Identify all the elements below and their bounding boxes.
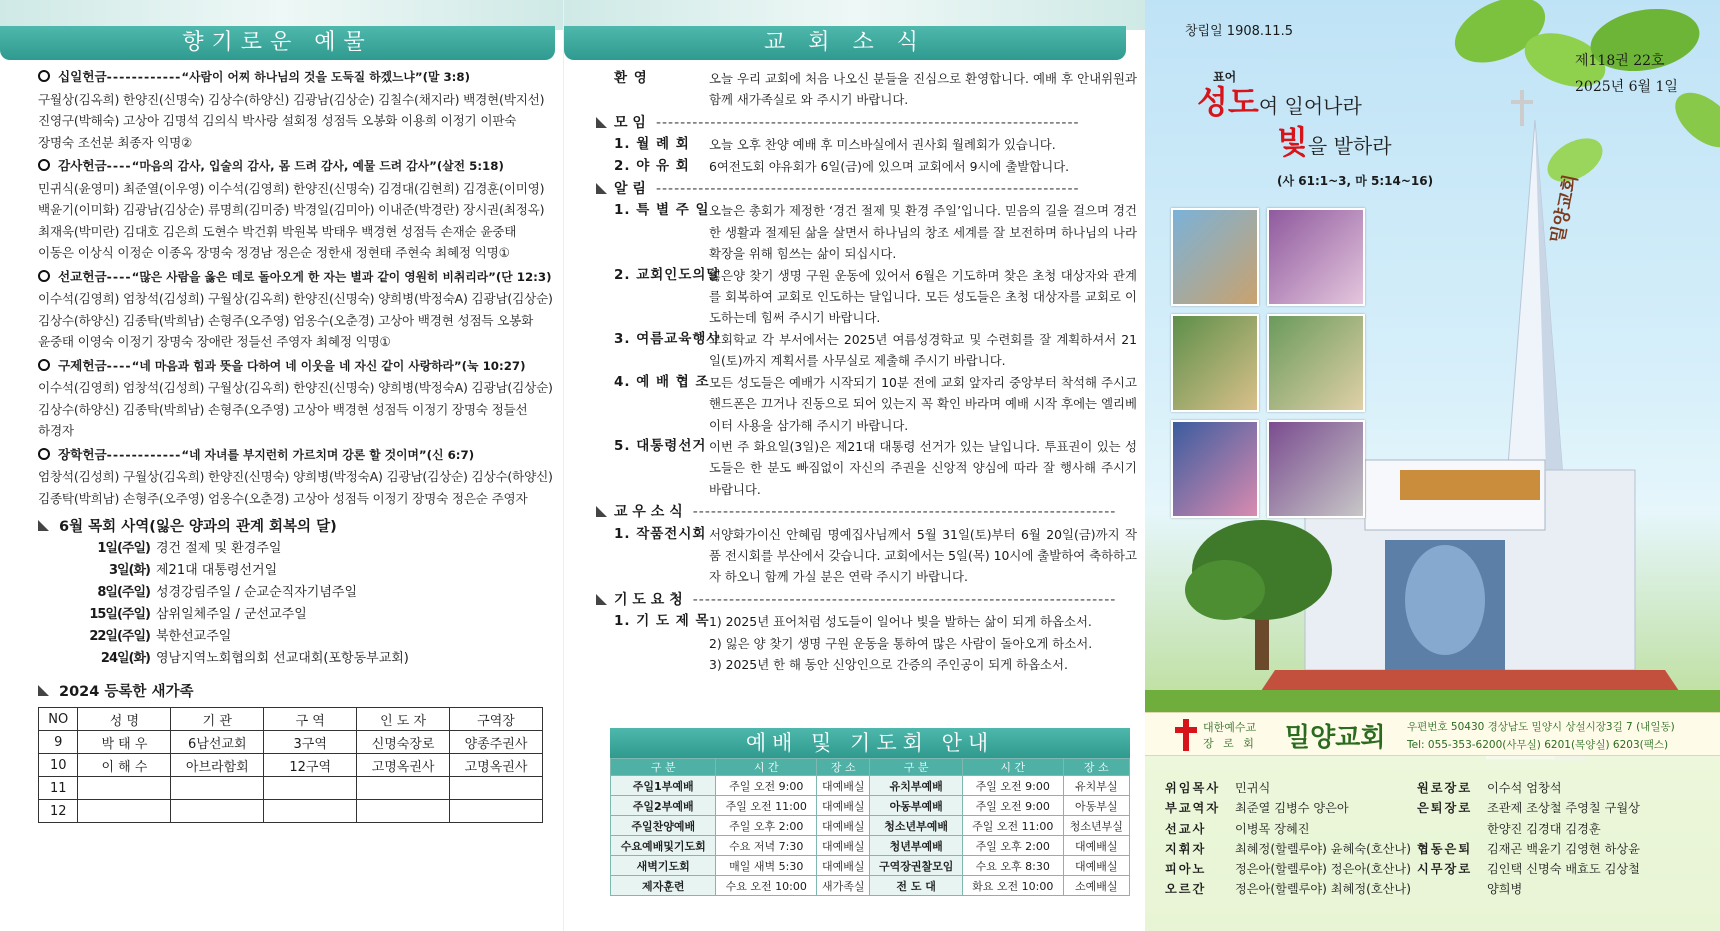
offering-names: 장명숙 조선분 최종자 익명② xyxy=(38,134,193,150)
worship-cell: 대예배실 xyxy=(817,776,870,796)
schedule-date: 22일(주일) xyxy=(89,629,150,644)
worship-cell: 유치부실 xyxy=(1063,776,1129,796)
news-banner: 교 회 소 식 xyxy=(564,26,1126,60)
worship-cell: 유치부예배 xyxy=(870,776,962,796)
worship-cell: 주일 오전 9:00 xyxy=(962,776,1063,796)
offering-label: 감사헌금 xyxy=(58,158,107,173)
newfam-cell xyxy=(264,800,357,823)
staff-role: 부교역자 xyxy=(1165,801,1221,816)
worship-row xyxy=(611,836,1130,856)
section-heading-text: 알 림 xyxy=(614,181,646,198)
news-panel xyxy=(563,0,1145,931)
news-key: 1. 월 례 회 xyxy=(614,136,690,153)
staff-names: 민귀식 xyxy=(1235,781,1271,795)
denomination-1: 대한예수교 xyxy=(1203,721,1257,734)
offering-names: 민귀식(윤영미) 최준열(이우영) 이수석(김영희) 한양진(신명숙) 김경대(김현희) 김경훈(이미영) xyxy=(38,180,545,196)
photo-4 xyxy=(1267,314,1365,412)
prayer-heading xyxy=(614,590,1137,611)
staff-names: 정은아(할렐루야) 최혜정(호산나) xyxy=(1235,882,1411,897)
offering-names: 진영구(박해숙) 고상아 김명석 김의식 박사랑 설회정 성점득 오봉화 이용희 이정기 이판숙 xyxy=(38,113,517,128)
news-meeting xyxy=(614,156,1137,177)
section-heading-text: 교 우 소 식 xyxy=(614,504,683,521)
staff-list-left xyxy=(1165,778,1411,900)
staff-role: 협동은퇴 xyxy=(1417,841,1473,856)
news-welcome xyxy=(614,68,1137,111)
offering-names: 최재욱(박미란) 김대호 김은희 도현수 박건휘 박원복 박태우 백경현 성점득 손재순 윤중태 xyxy=(38,223,517,239)
newfam-header-cell: 인 도 자 xyxy=(357,708,450,731)
worship-cell: 전 도 대 xyxy=(870,876,962,896)
newfam-cell: 양종주권사 xyxy=(450,731,543,754)
news-notice xyxy=(614,436,1137,500)
newfam-header-cell: 기 관 xyxy=(171,708,264,731)
newfam-cell: 11 xyxy=(39,777,78,800)
offering-label: 구제헌금 xyxy=(58,357,107,373)
news-notice xyxy=(614,372,1137,436)
worship-cell: 대예배실 xyxy=(1063,856,1129,876)
staff-row xyxy=(1417,819,1640,839)
newfam-row xyxy=(39,754,543,777)
newfam-header-cell: 성 명 xyxy=(78,708,171,731)
news-value: 오늘 우리 교회에 처음 나오신 분들을 진심으로 환영합니다. 예배 후 안내위원과 함께 새가족실로 와 주시기 바랍니다. xyxy=(709,71,1137,108)
schedule-row xyxy=(38,538,563,560)
news-value: 오늘 오후 찬양 예배 후 미스바실에서 권사회 월례회가 있습니다. xyxy=(709,137,1056,153)
newfam-cell: 10 xyxy=(39,754,78,777)
offering-label: 장학헌금 xyxy=(58,446,107,462)
staff-row xyxy=(1165,798,1411,818)
motto-word-light: 빛 xyxy=(1277,123,1308,161)
news-key: 1. 기 도 제 목 xyxy=(614,613,710,630)
motto-line-1 xyxy=(1197,82,1362,126)
heading-dash: ---------------------------------------------------------------------- xyxy=(655,114,1080,131)
worship-cell: 소예배실 xyxy=(1063,876,1129,896)
bullet-icon xyxy=(38,159,50,171)
worship-cell: 주일2부예배 xyxy=(611,796,716,816)
heading-dash: ---------------------------------------------------------------------- xyxy=(692,591,1117,608)
founded-date: 창립일 1908.11.5 xyxy=(1185,24,1293,39)
offering-title xyxy=(38,355,553,378)
worship-header-cell: 시 간 xyxy=(962,759,1063,776)
staff-names: 김인택 신명숙 배효도 김상철 xyxy=(1487,862,1640,877)
staff-role xyxy=(1417,879,1487,899)
motto-word-saints: 성도 xyxy=(1197,83,1259,121)
flag-icon xyxy=(596,183,607,194)
staff-list-right xyxy=(1417,778,1640,900)
worship-cell: 매일 새벽 5:30 xyxy=(716,856,817,876)
prayer-item: 2) 잃은 양 찾기 생명 구원 운동을 통하여 많은 사람이 돌아오게 하소서. xyxy=(709,635,1093,651)
staff-role: 선교사 xyxy=(1165,821,1207,836)
worship-cell: 주일 오후 2:00 xyxy=(716,816,817,836)
newfam-cell xyxy=(78,777,171,800)
newfam-header-cell: 구 역 xyxy=(264,708,357,731)
worship-cell: 대예배실 xyxy=(817,836,870,856)
newfam-cell xyxy=(357,800,450,823)
staff-role: 은퇴장로 xyxy=(1417,801,1473,816)
offering-dash: ---- xyxy=(106,357,132,373)
staff-names: 이병목 장혜진 xyxy=(1235,821,1310,836)
schedule-text: 북한선교주일 xyxy=(156,629,232,644)
newfam-cell xyxy=(450,800,543,823)
offering-list xyxy=(0,66,563,509)
worship-header-cell: 장 소 xyxy=(1063,759,1129,776)
schedule-text: 경건 절제 및 환경주일 xyxy=(156,541,282,556)
schedule-row xyxy=(38,648,563,670)
staff-role: 위임목사 xyxy=(1165,781,1221,795)
church-phone: Tel: 055-353-6200(사무실) 6201(목양실) 6203(팩스) xyxy=(1407,739,1669,751)
worship-cell: 수요 오후 8:30 xyxy=(962,856,1063,876)
worship-cell: 주일찬양예배 xyxy=(611,816,716,836)
worship-cell: 청년부예배 xyxy=(870,836,962,856)
flag-icon xyxy=(38,520,49,531)
worship-row xyxy=(611,856,1130,876)
staff-row xyxy=(1165,839,1411,859)
offering-names: 김상수(하양신) 김종탁(박희남) 손형주(오주영) 고상아 백경현 성점득 이정기 장명숙 정들선 xyxy=(38,401,528,417)
staff-names: 이수석 엄창석 xyxy=(1487,781,1562,795)
offering-names: 윤중태 이영숙 이정기 장명숙 장애란 정들선 주영자 최혜정 익명① xyxy=(38,334,391,349)
news-member xyxy=(614,524,1137,588)
offering-verse: “네 자녀를 부지런히 가르치며 강론 할 것이며”(신 6:7) xyxy=(181,447,475,462)
staff-names: 양희병 xyxy=(1487,882,1523,897)
news-prayer xyxy=(614,611,1137,675)
worship-cell: 아동부실 xyxy=(1063,796,1129,816)
worship-row xyxy=(611,796,1130,816)
staff-role: 원로장로 xyxy=(1417,781,1473,795)
worship-table xyxy=(610,758,1130,896)
worship-header-row xyxy=(611,759,1130,776)
worship-cell: 수요 오전 10:00 xyxy=(716,876,817,896)
meeting-heading xyxy=(614,113,1137,134)
worship-cell: 대예배실 xyxy=(1063,836,1129,856)
newfam-header-cell: NO xyxy=(39,708,78,731)
section-heading-text: 모 임 xyxy=(614,114,646,131)
schedule-list xyxy=(38,538,563,670)
news-key: 4. 예 배 협 조 xyxy=(614,373,710,390)
newfam-header-cell: 구역장 xyxy=(450,708,543,731)
worship-header-cell: 구 분 xyxy=(870,759,962,776)
staff-role: 피아노 xyxy=(1165,862,1207,877)
news-notice xyxy=(614,265,1137,329)
newfam-header-row xyxy=(39,708,543,731)
news-key: 1. 특 별 주 일 xyxy=(614,202,710,219)
news-list xyxy=(564,68,1145,675)
cross-logo-icon xyxy=(1173,719,1199,751)
newfam-cell: 3구역 xyxy=(264,731,357,754)
offering-dash: ------------ xyxy=(106,446,182,462)
worship-cell: 화요 오전 10:00 xyxy=(962,876,1063,896)
newfam-heading: 2024 등록한 새가족 xyxy=(38,680,563,701)
photo-1 xyxy=(1171,208,1259,306)
offering-names: 이수석(김영희) 엄창석(김성희) 구월상(김옥희) 한양진(신명숙) 양희병(박정숙A) 김광남(김상순) xyxy=(38,291,553,306)
staff-row xyxy=(1417,859,1640,879)
volume-number: 제118권 22호 xyxy=(1575,53,1665,69)
flag-icon xyxy=(596,594,607,605)
flag-icon xyxy=(38,685,49,696)
newfam-cell xyxy=(264,777,357,800)
newfam-row xyxy=(39,800,543,823)
worship-cell: 주일 오전 11:00 xyxy=(962,816,1063,836)
staff-names: 조관제 조상철 주영칠 구월상 xyxy=(1487,801,1640,816)
schedule-row xyxy=(38,604,563,626)
news-key: 환 영 xyxy=(614,70,648,86)
news-value: 모든 성도들은 예배가 시작되기 10분 전에 교회 앞자리 중앙부터 착석해 주시고 핸드폰은 끄거나 진동으로 되어 있는지 꼭 확인 바라며 예배 시작 후에는 엘리베이터 사용을 삼가해 주시기 바랍니다. xyxy=(709,374,1137,433)
offering-label: 선교헌금 xyxy=(58,268,107,284)
worship-header-cell: 장 소 xyxy=(817,759,870,776)
newfam-cell xyxy=(171,800,264,823)
staff-role xyxy=(1417,819,1487,839)
newfam-row xyxy=(39,777,543,800)
prayer-item: 3) 2025년 한 해 동안 신앙인으로 간증의 주인공이 되게 하옵소서. xyxy=(709,656,1068,672)
denomination-2: 장 로 회 xyxy=(1203,737,1257,750)
newfam-cell xyxy=(450,777,543,800)
staff-role: 오르간 xyxy=(1165,882,1207,897)
staff-row xyxy=(1417,839,1640,859)
news-value: 잃은양 찾기 생명 구원 운동에 있어서 6월은 기도하며 찾은 초청 대상자와 관계를 회복하여 교회로 인도하는 달입니다. 모든 성도들은 초청 대상자를 교회로 이도하는데 힘써 주시기 바랍니다. xyxy=(709,267,1137,326)
schedule-date: 24일(화) xyxy=(100,651,150,666)
worship-cell: 주일 오후 2:00 xyxy=(962,836,1063,856)
news-value: 이번 주 화요일(3일)은 제21대 대통령 선거가 있는 날입니다. 투표권이 있는 성도들은 한 분도 빠짐없이 자신의 주권을 신앙적 양심에 따라 잘 행사해 주시기 바랍니다. xyxy=(709,438,1137,497)
schedule-text: 영남지역노회협의회 선교대회(포항동부교회) xyxy=(156,651,409,666)
schedule-date: 8일(주일) xyxy=(97,585,150,600)
bullet-icon xyxy=(38,359,50,371)
issue-date: 2025년 6월 1일 xyxy=(1575,79,1678,95)
newfam-table xyxy=(38,707,543,823)
staff-role: 시무장로 xyxy=(1417,862,1473,877)
news-key: 2. 야 유 회 xyxy=(614,157,690,174)
photo-5 xyxy=(1171,420,1259,518)
staff-row xyxy=(1165,778,1411,798)
staff-names: 한양진 김경대 김경훈 xyxy=(1487,821,1601,836)
staff-role: 지휘자 xyxy=(1165,841,1207,856)
worship-cell: 청소년부예배 xyxy=(870,816,962,836)
staff-row xyxy=(1417,778,1640,798)
schedule-row xyxy=(38,582,563,604)
prayer-list xyxy=(709,611,1137,675)
church-info-bar xyxy=(1145,712,1720,756)
worship-row xyxy=(611,776,1130,796)
worship-cell: 대예배실 xyxy=(817,816,870,836)
staff-row xyxy=(1165,879,1411,899)
bullet-icon xyxy=(38,70,50,82)
photo-6 xyxy=(1267,420,1365,518)
staff-row xyxy=(1165,859,1411,879)
newfam-cell: 6남선교회 xyxy=(171,731,264,754)
worship-banner: 예배 및 기도회 안내 xyxy=(610,728,1130,758)
motto-rest-1: 여 일어나라 xyxy=(1258,94,1362,118)
staff-names: 김재곤 백윤기 김영현 하상윤 xyxy=(1487,841,1640,856)
newfam-cell xyxy=(78,800,171,823)
schedule-date: 15일(주일) xyxy=(89,607,150,622)
newfam-cell: 박 태 우 xyxy=(78,731,171,754)
worship-guide xyxy=(610,728,1130,896)
news-meeting xyxy=(614,134,1137,155)
offering-names: 김상수(하양신) 김종탁(박희남) 손형주(오주영) 엄옹수(오춘경) 고상아 백경현 성점득 오봉화 xyxy=(38,312,534,328)
offering-verse: “많은 사람을 옳은 데로 돌아오게 한 자는 별과 같이 영원히 비취리라”(단 12:3) xyxy=(131,269,552,284)
offering-title xyxy=(38,444,553,467)
newfam-cell: 아브라함회 xyxy=(171,754,264,777)
motto-label: 표어 xyxy=(1213,70,1237,84)
worship-cell: 주일 오전 11:00 xyxy=(716,796,817,816)
news-notice xyxy=(614,200,1137,264)
worship-cell: 아동부예배 xyxy=(870,796,962,816)
motto-reference: (사 61:1~3, 마 5:14~16) xyxy=(1277,174,1434,188)
worship-cell: 수요 저녁 7:30 xyxy=(716,836,817,856)
notice-heading xyxy=(614,179,1137,200)
staff-names: 최혜정(할렐루야) 윤혜숙(호산나) xyxy=(1235,841,1411,856)
schedule-text: 제21대 대통령선거일 xyxy=(156,563,278,578)
worship-cell: 새가족실 xyxy=(817,876,870,896)
worship-cell: 새벽기도회 xyxy=(611,856,716,876)
worship-cell: 주일 오전 9:00 xyxy=(716,776,817,796)
offering-names: 하경자 xyxy=(38,423,74,438)
offering-verse: “사람이 어찌 하나님의 것을 도둑질 하겠느냐”(말 3:8) xyxy=(181,70,470,84)
news-key: 2. 교회인도의달 xyxy=(614,266,721,283)
worship-cell: 제자훈련 xyxy=(611,876,716,896)
offering-names: 이수석(김영희) 엄창석(김성희) 구월상(김옥희) 한양진(신명숙) 양희병(박정숙A) 김광남(김상순) xyxy=(38,380,553,395)
newfam-cell: 12 xyxy=(39,800,78,823)
newfam-cell xyxy=(357,777,450,800)
worship-cell: 수요예배및기도회 xyxy=(611,836,716,856)
heading-dash: ---------------------------------------------------------------------- xyxy=(655,181,1080,198)
offering-title xyxy=(38,66,553,89)
flag-icon xyxy=(596,506,607,517)
worship-cell: 주일1부예배 xyxy=(611,776,716,796)
newfam-row xyxy=(39,731,543,754)
news-value: 서양화가이신 안혜림 명예집사님께서 5월 31일(토)부터 6월 20일(금)까지 작품 전시회를 부산에서 갖습니다. 교회에서는 5일(목) 10시에 출발하여 축하하고자 하오니 함께 가실 분은 연락 주시기 바랍니다. xyxy=(709,526,1137,585)
offering-verse: “마음의 감사, 입술의 감사, 몸 드려 감사, 예물 드려 감사”(살전 5:18) xyxy=(131,159,504,173)
offering-names: 백윤기(이미화) 김광남(김상순) 류명희(김미중) 박경일(김미아) 이내준(박경란) 장시권(최정옥) xyxy=(38,202,545,217)
news-value: 교회학교 각 부서에서는 2025년 여름성경학교 및 수련회를 잘 계획하셔서 21일(토)까지 계획서를 사무실로 제출해 주시기 바랍니다. xyxy=(709,331,1137,369)
offering-panel xyxy=(0,0,563,931)
church-address: 우편번호 50430 경상남도 밀양시 상설시장3길 7 (내일동) xyxy=(1407,721,1675,733)
schedule-text: 삼위일체주일 / 군선교주일 xyxy=(156,607,307,622)
motto-rest-2: 을 발하라 xyxy=(1307,134,1392,158)
offering-label: 십일헌금 xyxy=(58,69,107,84)
offering-names: 구월상(김옥희) 한양진(신명숙) 김상수(하양신) 김광남(김상순) 김칠수(채지라) 백경현(박지선) xyxy=(38,91,545,107)
schedule-heading: 6월 목회 사역(잃은 양과의 관계 회복의 달) xyxy=(38,515,563,536)
worship-cell: 주일 오전 9:00 xyxy=(962,796,1063,816)
worship-cell: 대예배실 xyxy=(817,856,870,876)
news-key: 3. 여름교육행사 xyxy=(614,330,721,347)
news-key: 5. 대통령선거 xyxy=(614,437,707,454)
offering-names: 이동은 이상식 이정순 이종옥 장명숙 정경남 정은순 정한새 정현태 주현숙 최혜정 익명① xyxy=(38,245,510,260)
worship-row xyxy=(611,816,1130,836)
newfam-cell: 고명옥권사 xyxy=(450,754,543,777)
section-heading-text: 기 도 요 청 xyxy=(614,591,683,608)
church-name: 밀양교회 xyxy=(1285,723,1386,753)
offering-names: 엄창석(김성희) 구월상(김옥희) 한양진(신명숙) 양희병(박정숙A) 김광남(김상순) 김상수(하양신) xyxy=(38,469,553,484)
bullet-icon xyxy=(38,448,50,460)
offering-dash: ---- xyxy=(106,158,132,173)
newfam-cell: 이 해 수 xyxy=(78,754,171,777)
news-value: 오늘은 총회가 제정한 ‘경건 절제 및 환경 주일’입니다. 믿음의 길을 걸으며 경건한 생활과 절제된 삶을 살면서 하나님의 창조 세계를 잘 보전하며 하나님의 나라 확장을 위해 힘쓰는 삶이 되십시다. xyxy=(709,203,1137,262)
newfam-cell: 9 xyxy=(39,731,78,754)
schedule-row xyxy=(38,560,563,582)
schedule-row xyxy=(38,626,563,648)
offering-dash: ---- xyxy=(106,268,132,284)
news-notice xyxy=(614,329,1137,372)
offering-banner: 향기로운 예물 xyxy=(0,26,555,60)
cover-panel xyxy=(1145,0,1720,931)
heading-dash: ---------------------------------------------------------------------- xyxy=(692,504,1117,521)
flag-icon xyxy=(596,117,607,128)
motto-line-2 xyxy=(1277,122,1392,166)
prayer-item: 1) 2025년 표어처럼 성도들이 일어나 빛을 발하는 삶이 되게 하옵소서. xyxy=(709,614,1092,630)
news-key: 1. 작품전시회 xyxy=(614,525,707,542)
tower-sign: 밀양교회 xyxy=(1546,172,1582,246)
newfam-cell: 신명숙장로 xyxy=(357,731,450,754)
schedule-text: 성경강림주일 / 순교순직자기념주일 xyxy=(156,585,358,600)
worship-cell: 청소년부실 xyxy=(1063,816,1129,836)
bullet-icon xyxy=(38,270,50,282)
newfam-cell: 12구역 xyxy=(264,754,357,777)
offering-title xyxy=(38,155,553,178)
worship-header-cell: 시 간 xyxy=(716,759,817,776)
photo-3 xyxy=(1171,314,1259,412)
worship-header-cell: 구 분 xyxy=(611,759,716,776)
offering-dash: ------------ xyxy=(106,69,182,84)
staff-row xyxy=(1417,879,1640,899)
worship-row xyxy=(611,876,1130,896)
staff-names: 최준열 김병수 양은아 xyxy=(1235,801,1349,816)
offering-names: 김종탁(박희남) 손형주(오주영) 엄옹수(오춘경) 고상아 성점득 이정기 장명숙 정은순 주영자 xyxy=(38,490,528,506)
newfam-cell xyxy=(171,777,264,800)
offering-verse: “네 마음과 힘과 뜻을 다하여 네 이웃을 네 자신 같이 사랑하라”(눅 10:27) xyxy=(131,358,526,373)
member-heading xyxy=(614,502,1137,523)
worship-cell: 구역장권찰모임 xyxy=(870,856,962,876)
staff-row xyxy=(1165,819,1411,839)
schedule-date: 1일(주일) xyxy=(97,541,150,556)
schedule-date: 3일(화) xyxy=(108,563,150,578)
newfam-cell: 고명옥권사 xyxy=(357,754,450,777)
worship-cell: 대예배실 xyxy=(817,796,870,816)
staff-names: 정은아(할렐루야) 정은아(호산나) xyxy=(1235,862,1411,877)
photo-2 xyxy=(1267,208,1365,306)
offering-title xyxy=(38,266,553,289)
staff-row xyxy=(1417,798,1640,818)
news-value: 6여전도회 야유회가 6일(금)에 있으며 교회에서 9시에 출발합니다. xyxy=(709,158,1070,174)
